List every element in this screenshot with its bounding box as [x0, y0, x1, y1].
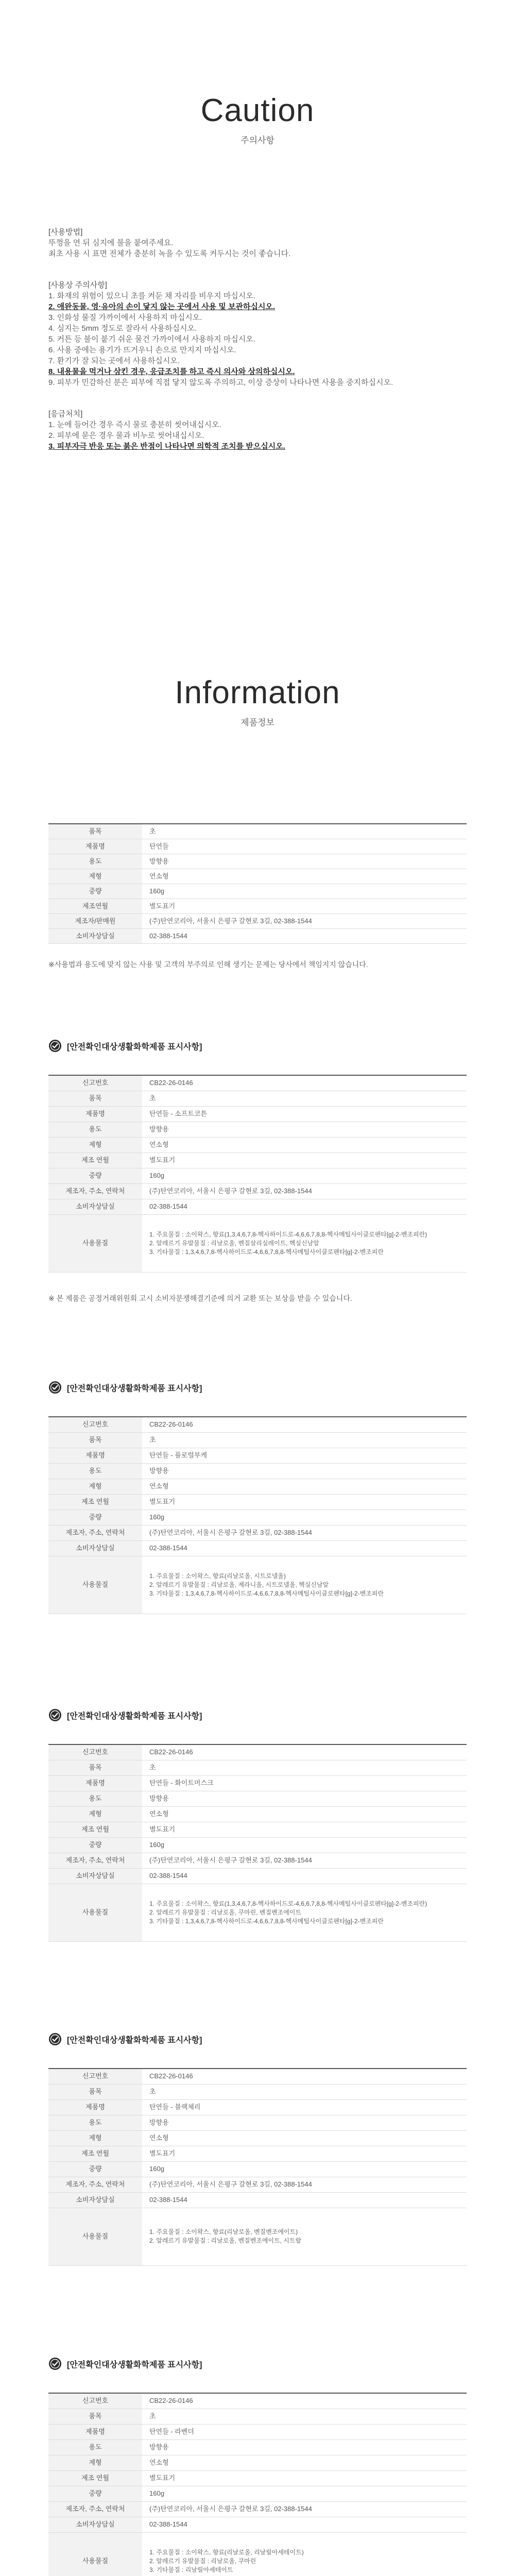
safety-label-value: 160g	[142, 2486, 467, 2501]
safety-label-value: 1. 주요물질 : 소이왁스, 향료(1,3,4,6,7,8-헥사하이드로-4,6,6,7,8,8-헥사메틸사이클로펜타[g]-2-벤조피란) 2. 알레르기 유발물질 : 리날로올, 벤질살리실레이트, 헥실신남알 3. 기타물질 : 1,3,4,6,7,8-헥사하이드로-4,6,6,7,8,8-헥사메틸사이클로펜타[g]-2-벤조피란	[142, 1214, 467, 1272]
safety-label-value: 02-388-1544	[142, 1868, 467, 1884]
safety-label-field: 제품명	[48, 1775, 142, 1791]
safety-label-field: 제조 연월	[48, 1494, 142, 1510]
product-info-label: 소비자상담실	[48, 928, 142, 943]
safety-label-value: 초	[142, 1091, 467, 1106]
caution-line: 최초 사용 시 표면 전체가 충분히 녹을 수 있도록 켜두시는 것이 좋습니다.	[48, 249, 291, 258]
safety-label-field: 제품명	[48, 2424, 142, 2439]
safety-label-row	[48, 2393, 467, 2409]
safety-label-table	[48, 1075, 467, 1273]
safety-label-row	[48, 1744, 467, 1760]
safety-label-value: 02-388-1544	[142, 2517, 467, 2532]
safety-label-row	[48, 2161, 467, 2177]
safety-label-field: 신고번호	[48, 2069, 142, 2084]
product-info-value: 02-388-1544	[142, 928, 467, 943]
safety-label-row	[48, 1760, 467, 1775]
disclaimer-note: ※사용법과 용도에 맞지 않는 사용 및 고객의 부주의로 인해 생기는 문제는 당사에서 책임지지 않습니다.	[48, 960, 368, 969]
product-info-label: 제품명	[48, 839, 142, 854]
safety-label-field: 제조자, 주소, 연락처	[48, 2177, 142, 2192]
safety-mark-icon-graphic	[48, 2357, 62, 2370]
safety-label-title: [안전확인대상생활화학제품 표시사항]	[67, 2360, 202, 2369]
safety-label-header	[48, 2354, 467, 2373]
safety-mark-icon	[48, 2032, 62, 2046]
safety-mark-icon-graphic	[48, 1039, 62, 1053]
safety-label-table	[48, 2393, 467, 2576]
safety-label-row	[48, 1775, 467, 1791]
safety-label-row	[48, 2470, 467, 2486]
safety-label-value: 탄연들 - 화이트머스크	[142, 1775, 467, 1791]
caution-line: 1. 눈에 들어간 경우 즉시 물로 충분히 씻어내십시오.	[48, 420, 221, 429]
safety-label-header	[48, 2030, 467, 2048]
safety-label-field: 제품명	[48, 2099, 142, 2115]
safety-label-value: 160g	[142, 1510, 467, 1525]
safety-label-field: 중량	[48, 2161, 142, 2177]
safety-label-row	[48, 1837, 467, 1853]
safety-label-field: 소비자상담실	[48, 2517, 142, 2532]
safety-label-row	[48, 1822, 467, 1837]
safety-label-field: 제조자, 주소, 연락처	[48, 1525, 142, 1540]
safety-label-row	[48, 1806, 467, 1822]
safety-label-value: (주)탄연코리아, 서울시 은평구 갈현로 3길, 02-388-1544	[142, 1525, 467, 1540]
safety-label-field: 용도	[48, 2115, 142, 2130]
safety-label-value: 02-388-1544	[142, 1540, 467, 1556]
safety-label-field: 소비자상담실	[48, 1199, 142, 1214]
safety-label-row	[48, 2115, 467, 2130]
safety-label-row	[48, 1853, 467, 1868]
safety-label-row	[48, 2208, 467, 2265]
safety-label-value: 탄연들 - 플로럴부케	[142, 1448, 467, 1463]
product-info-value: 별도표기	[142, 899, 467, 913]
safety-label-row	[48, 1540, 467, 1556]
safety-label-row	[48, 1884, 467, 1941]
safety-label-field: 제형	[48, 2130, 142, 2146]
safety-label-row	[48, 1510, 467, 1525]
caution-line: 2. 피부에 묻은 경우 물과 비누로 씻어내십시오.	[48, 431, 204, 440]
safety-label-value: 초	[142, 1432, 467, 1448]
safety-mark-icon	[48, 2357, 62, 2370]
safety-label-row	[48, 2130, 467, 2146]
safety-label-rows	[48, 2069, 467, 2265]
safety-label-row	[48, 2455, 467, 2470]
safety-label-block	[48, 1378, 467, 1614]
safety-label-value: 1. 주요물질 : 소이왁스, 향료(리날로올, 벤질벤조에이트) 2. 알레르기 유발물질 : 리날로올, 벤질벤조에이트, 시트랄	[142, 2208, 467, 2265]
safety-label-field: 품목	[48, 1432, 142, 1448]
safety-label-value: 초	[142, 1760, 467, 1775]
safety-label-field: 용도	[48, 1122, 142, 1137]
caution-title: Caution	[200, 93, 315, 128]
safety-label-title: [안전확인대상생활화학제품 표시사항]	[67, 1042, 202, 1052]
safety-label-field: 품목	[48, 2409, 142, 2424]
safety-label-value: 별도표기	[142, 1153, 467, 1168]
safety-label-row	[48, 2099, 467, 2115]
caution-line: 3. 피부자극 반응 또는 붉은 반점이 나타나면 의학적 조치를 받으십시오.	[48, 442, 285, 451]
safety-label-field: 소비자상담실	[48, 1868, 142, 1884]
safety-label-field: 제형	[48, 2455, 142, 2470]
safety-label-header	[48, 1037, 467, 1055]
safety-label-value: 방향용	[142, 1463, 467, 1479]
safety-label-row	[48, 1417, 467, 1432]
safety-label-value: 별도표기	[142, 2470, 467, 2486]
safety-label-row	[48, 1791, 467, 1806]
safety-label-field: 품목	[48, 2084, 142, 2099]
safety-label-row	[48, 2486, 467, 2501]
safety-label-row	[48, 2424, 467, 2439]
safety-label-row	[48, 1075, 467, 1091]
caution-line: 4. 심지는 5mm 정도로 잘라서 사용하십시오.	[48, 324, 197, 333]
safety-label-value: 연소형	[142, 1137, 467, 1153]
safety-label-field: 사용물질	[48, 2532, 142, 2576]
safety-label-row	[48, 1463, 467, 1479]
safety-label-row	[48, 2532, 467, 2576]
caution-line: 뚜껑을 연 뒤 심지에 불을 붙여주세요.	[48, 239, 174, 247]
safety-label-value: CB22-26-0146	[142, 2393, 467, 2409]
safety-label-field: 용도	[48, 2439, 142, 2455]
product-info-value: 연소형	[142, 869, 467, 884]
safety-label-value: (주)탄연코리아, 서울시 은평구 갈현로 3길, 02-388-1544	[142, 1853, 467, 1868]
safety-label-row	[48, 1556, 467, 1614]
safety-label-row	[48, 1494, 467, 1510]
safety-label-row	[48, 2192, 467, 2208]
safety-mark-icon	[48, 1708, 62, 1722]
safety-label-field: 사용물질	[48, 1884, 142, 1941]
safety-mark-icon	[48, 1381, 62, 1394]
safety-label-block	[48, 2354, 467, 2576]
product-info-value: (주)탄연코리아, 서울시 은평구 갈현로 3길, 02-388-1544	[142, 913, 467, 928]
caution-line: 6. 사용 중에는 용기가 뜨거우니 손으로 만지지 마십시오.	[48, 346, 236, 354]
product-info-label: 제형	[48, 869, 142, 884]
safety-label-field: 사용물질	[48, 1214, 142, 1272]
safety-label-field: 제조 연월	[48, 1822, 142, 1837]
safety-label-header	[48, 1706, 467, 1724]
caution-line: 3. 인화성 물질 가까이에서 사용하지 마십시오.	[48, 313, 202, 322]
safety-label-rows	[48, 1744, 467, 1941]
caution-section-heading: [사용상 주의사항]	[48, 281, 107, 290]
safety-label-title: [안전확인대상생활화학제품 표시사항]	[67, 1711, 202, 1721]
safety-label-field: 제조 연월	[48, 1153, 142, 1168]
safety-label-value: 탄연들 - 블랙체리	[142, 2099, 467, 2115]
safety-label-field: 사용물질	[48, 2208, 142, 2265]
safety-label-value: 연소형	[142, 2455, 467, 2470]
safety-label-value: CB22-26-0146	[142, 2069, 467, 2084]
safety-label-field: 제조자, 주소, 연락처	[48, 1183, 142, 1199]
safety-label-title: [안전확인대상생활화학제품 표시사항]	[67, 2036, 202, 2045]
safety-label-value: 160g	[142, 1168, 467, 1183]
safety-label-rows	[48, 1417, 467, 1614]
safety-label-value: 02-388-1544	[142, 1199, 467, 1214]
safety-mark-icon-graphic	[48, 2032, 62, 2046]
caution-line: 9. 피부가 민감하신 분은 피부에 직접 닿지 않도록 주의하고, 이상 증상이 나타나면 사용을 중지하십시오.	[48, 378, 393, 387]
safety-label-field: 소비자상담실	[48, 2192, 142, 2208]
safety-label-table	[48, 2068, 467, 2266]
safety-label-value: 연소형	[142, 1806, 467, 1822]
safety-label-field: 제조 연월	[48, 2470, 142, 2486]
safety-label-row	[48, 1153, 467, 1168]
safety-mark-icon	[48, 1039, 62, 1053]
safety-label-field: 제품명	[48, 1106, 142, 1122]
safety-label-field: 품목	[48, 1760, 142, 1775]
safety-label-row	[48, 1091, 467, 1106]
safety-label-row	[48, 1199, 467, 1214]
safety-label-table	[48, 1416, 467, 1614]
safety-label-field: 제형	[48, 1137, 142, 1153]
safety-label-title: [안전확인대상생활화학제품 표시사항]	[67, 1384, 202, 1393]
safety-label-field: 신고번호	[48, 2393, 142, 2409]
safety-label-block	[48, 2030, 467, 2266]
caution-line: 1. 화재의 위험이 있으니 초를 켜둔 채 자리를 비우지 마십시오.	[48, 292, 255, 300]
safety-label-rows	[48, 2393, 467, 2576]
safety-label-field: 용도	[48, 1791, 142, 1806]
safety-label-row	[48, 1106, 467, 1122]
safety-label-value: 방향용	[142, 1791, 467, 1806]
safety-label-value: CB22-26-0146	[142, 1744, 467, 1760]
safety-label-table	[48, 1744, 467, 1942]
safety-mark-icon-graphic	[48, 1381, 62, 1394]
safety-label-value: 연소형	[142, 1479, 467, 1494]
safety-label-value: 초	[142, 2409, 467, 2424]
safety-label-value: 탄연들 - 라벤더	[142, 2424, 467, 2439]
product-info-label: 중량	[48, 884, 142, 899]
safety-label-row	[48, 1122, 467, 1137]
safety-label-value: (주)탄연코리아, 서울시 은평구 갈현로 3길, 02-388-1544	[142, 2177, 467, 2192]
product-info-value: 초	[142, 824, 467, 839]
safety-label-value: 초	[142, 2084, 467, 2099]
safety-label-row	[48, 1868, 467, 1884]
product-info-value: 방향용	[142, 854, 467, 869]
safety-label-row	[48, 1525, 467, 1540]
product-info-label: 품목	[48, 824, 142, 839]
safety-label-value: (주)탄연코리아, 서울시 은평구 갈현로 3길, 02-388-1544	[142, 1183, 467, 1199]
caution-subtitle: 주의사항	[241, 135, 274, 145]
safety-label-row	[48, 2409, 467, 2424]
safety-label-note: ※ 본 제품은 공정거래위원회 고시 소비자분쟁해결기준에 의거 교환 또는 보상을 받을 수 있습니다.	[48, 1294, 352, 1302]
safety-label-value: 방향용	[142, 1122, 467, 1137]
safety-label-row	[48, 1214, 467, 1272]
safety-label-value: 160g	[142, 1837, 467, 1853]
caution-section-heading: [응급처치]	[48, 410, 83, 418]
safety-label-field: 제형	[48, 1479, 142, 1494]
safety-label-value: 탄연들 - 소프트코튼	[142, 1106, 467, 1122]
safety-label-value: CB22-26-0146	[142, 1075, 467, 1091]
safety-label-row	[48, 2069, 467, 2084]
safety-label-value: 별도표기	[142, 1822, 467, 1837]
safety-label-field: 중량	[48, 2486, 142, 2501]
product-info-value: 160g	[142, 884, 467, 899]
safety-label-row	[48, 2439, 467, 2455]
caution-line: 7. 환기가 잘 되는 곳에서 사용하십시오.	[48, 357, 180, 365]
product-info-label: 제조연월	[48, 899, 142, 913]
safety-label-field: 신고번호	[48, 1417, 142, 1432]
safety-label-row	[48, 2501, 467, 2517]
safety-label-row	[48, 2146, 467, 2161]
caution-line: 2. 애완동물, 영·유아의 손이 닿지 않는 곳에서 사용 및 보관하십시오.	[48, 302, 276, 311]
safety-label-value: (주)탄연코리아, 서울시 은평구 갈현로 3길, 02-388-1544	[142, 2501, 467, 2517]
information-title: Information	[175, 675, 340, 710]
safety-label-field: 중량	[48, 1510, 142, 1525]
safety-label-value: 방향용	[142, 2439, 467, 2455]
safety-label-row	[48, 1137, 467, 1153]
safety-label-field: 사용물질	[48, 1556, 142, 1614]
caution-section-heading: [사용방법]	[48, 228, 83, 236]
product-info-label: 용도	[48, 854, 142, 869]
safety-label-field: 소비자상담실	[48, 1540, 142, 1556]
safety-label-field: 제조자, 주소, 연락처	[48, 1853, 142, 1868]
safety-label-field: 제품명	[48, 1448, 142, 1463]
safety-label-block	[48, 1706, 467, 1942]
product-info-label: 제조자/판매원	[48, 913, 142, 928]
safety-label-value: 02-388-1544	[142, 2192, 467, 2208]
safety-label-field: 제조 연월	[48, 2146, 142, 2161]
safety-label-value: 연소형	[142, 2130, 467, 2146]
product-info-value: 탄연들	[142, 839, 467, 854]
safety-label-row	[48, 1479, 467, 1494]
safety-label-value: 방향용	[142, 2115, 467, 2130]
safety-mark-icon-graphic	[48, 1708, 62, 1722]
safety-label-row	[48, 1432, 467, 1448]
safety-label-row	[48, 2084, 467, 2099]
safety-label-header	[48, 1378, 467, 1397]
caution-line: 5. 커튼 등 불이 붙기 쉬운 물건 가까이에서 사용하지 마십시오.	[48, 335, 255, 344]
safety-label-value: 1. 주요물질 : 소이왁스, 향료(1,3,4,6,7,8-헥사하이드로-4,6,6,7,8,8-헥사메틸사이클로펜타[g]-2-벤조피란) 2. 알레르기 유발물질 : 리날로올, 쿠마린, 벤질벤조에이트 3. 기타물질 : 1,3,4,6,7,8-헥사하이드로-4,6,6,7,8,8-헥사메틸사이클로펜타[g]-2-벤조피란	[142, 1884, 467, 1941]
safety-label-block	[48, 1037, 467, 1303]
safety-label-value: 별도표기	[142, 1494, 467, 1510]
safety-label-field: 중량	[48, 1837, 142, 1853]
safety-label-row	[48, 1448, 467, 1463]
caution-line: 8. 내용물을 먹거나 삼킨 경우, 응급조치를 하고 즉시 의사와 상의하십시오.	[48, 367, 295, 376]
information-subtitle: 제품정보	[241, 718, 274, 727]
safety-label-rows	[48, 1075, 467, 1272]
safety-label-value: 별도표기	[142, 2146, 467, 2161]
safety-label-value: 160g	[142, 2161, 467, 2177]
safety-label-field: 용도	[48, 1463, 142, 1479]
safety-label-row	[48, 1183, 467, 1199]
safety-label-field: 신고번호	[48, 1744, 142, 1760]
safety-label-row	[48, 2517, 467, 2532]
safety-label-field: 제조자, 주소, 연락처	[48, 2501, 142, 2517]
safety-label-field: 품목	[48, 1091, 142, 1106]
safety-label-field: 중량	[48, 1168, 142, 1183]
safety-label-row	[48, 1168, 467, 1183]
safety-label-row	[48, 2177, 467, 2192]
safety-label-value: CB22-26-0146	[142, 1417, 467, 1432]
safety-label-value: 1. 주요물질 : 소이왁스, 향료(리날로올, 시트로넬올) 2. 알레르기 유발물질 : 리날로올, 제라니올, 시트로넬올, 헥실신남알 3. 기타물질 : 1,3,4,6,7,8-헥사하이드로-4,6,6,7,8,8-헥사메틸사이클로펜타[g]-2-벤조피란	[142, 1556, 467, 1614]
safety-label-value: 1. 주요물질 : 소이왁스, 향료(리날로올, 리날릴아세테이트) 2. 알레르기 유발물질 : 리날로올, 쿠마린 3. 기타물질 : 리날릴아세테이트	[142, 2532, 467, 2576]
safety-label-field: 신고번호	[48, 1075, 142, 1091]
safety-label-field: 제형	[48, 1806, 142, 1822]
